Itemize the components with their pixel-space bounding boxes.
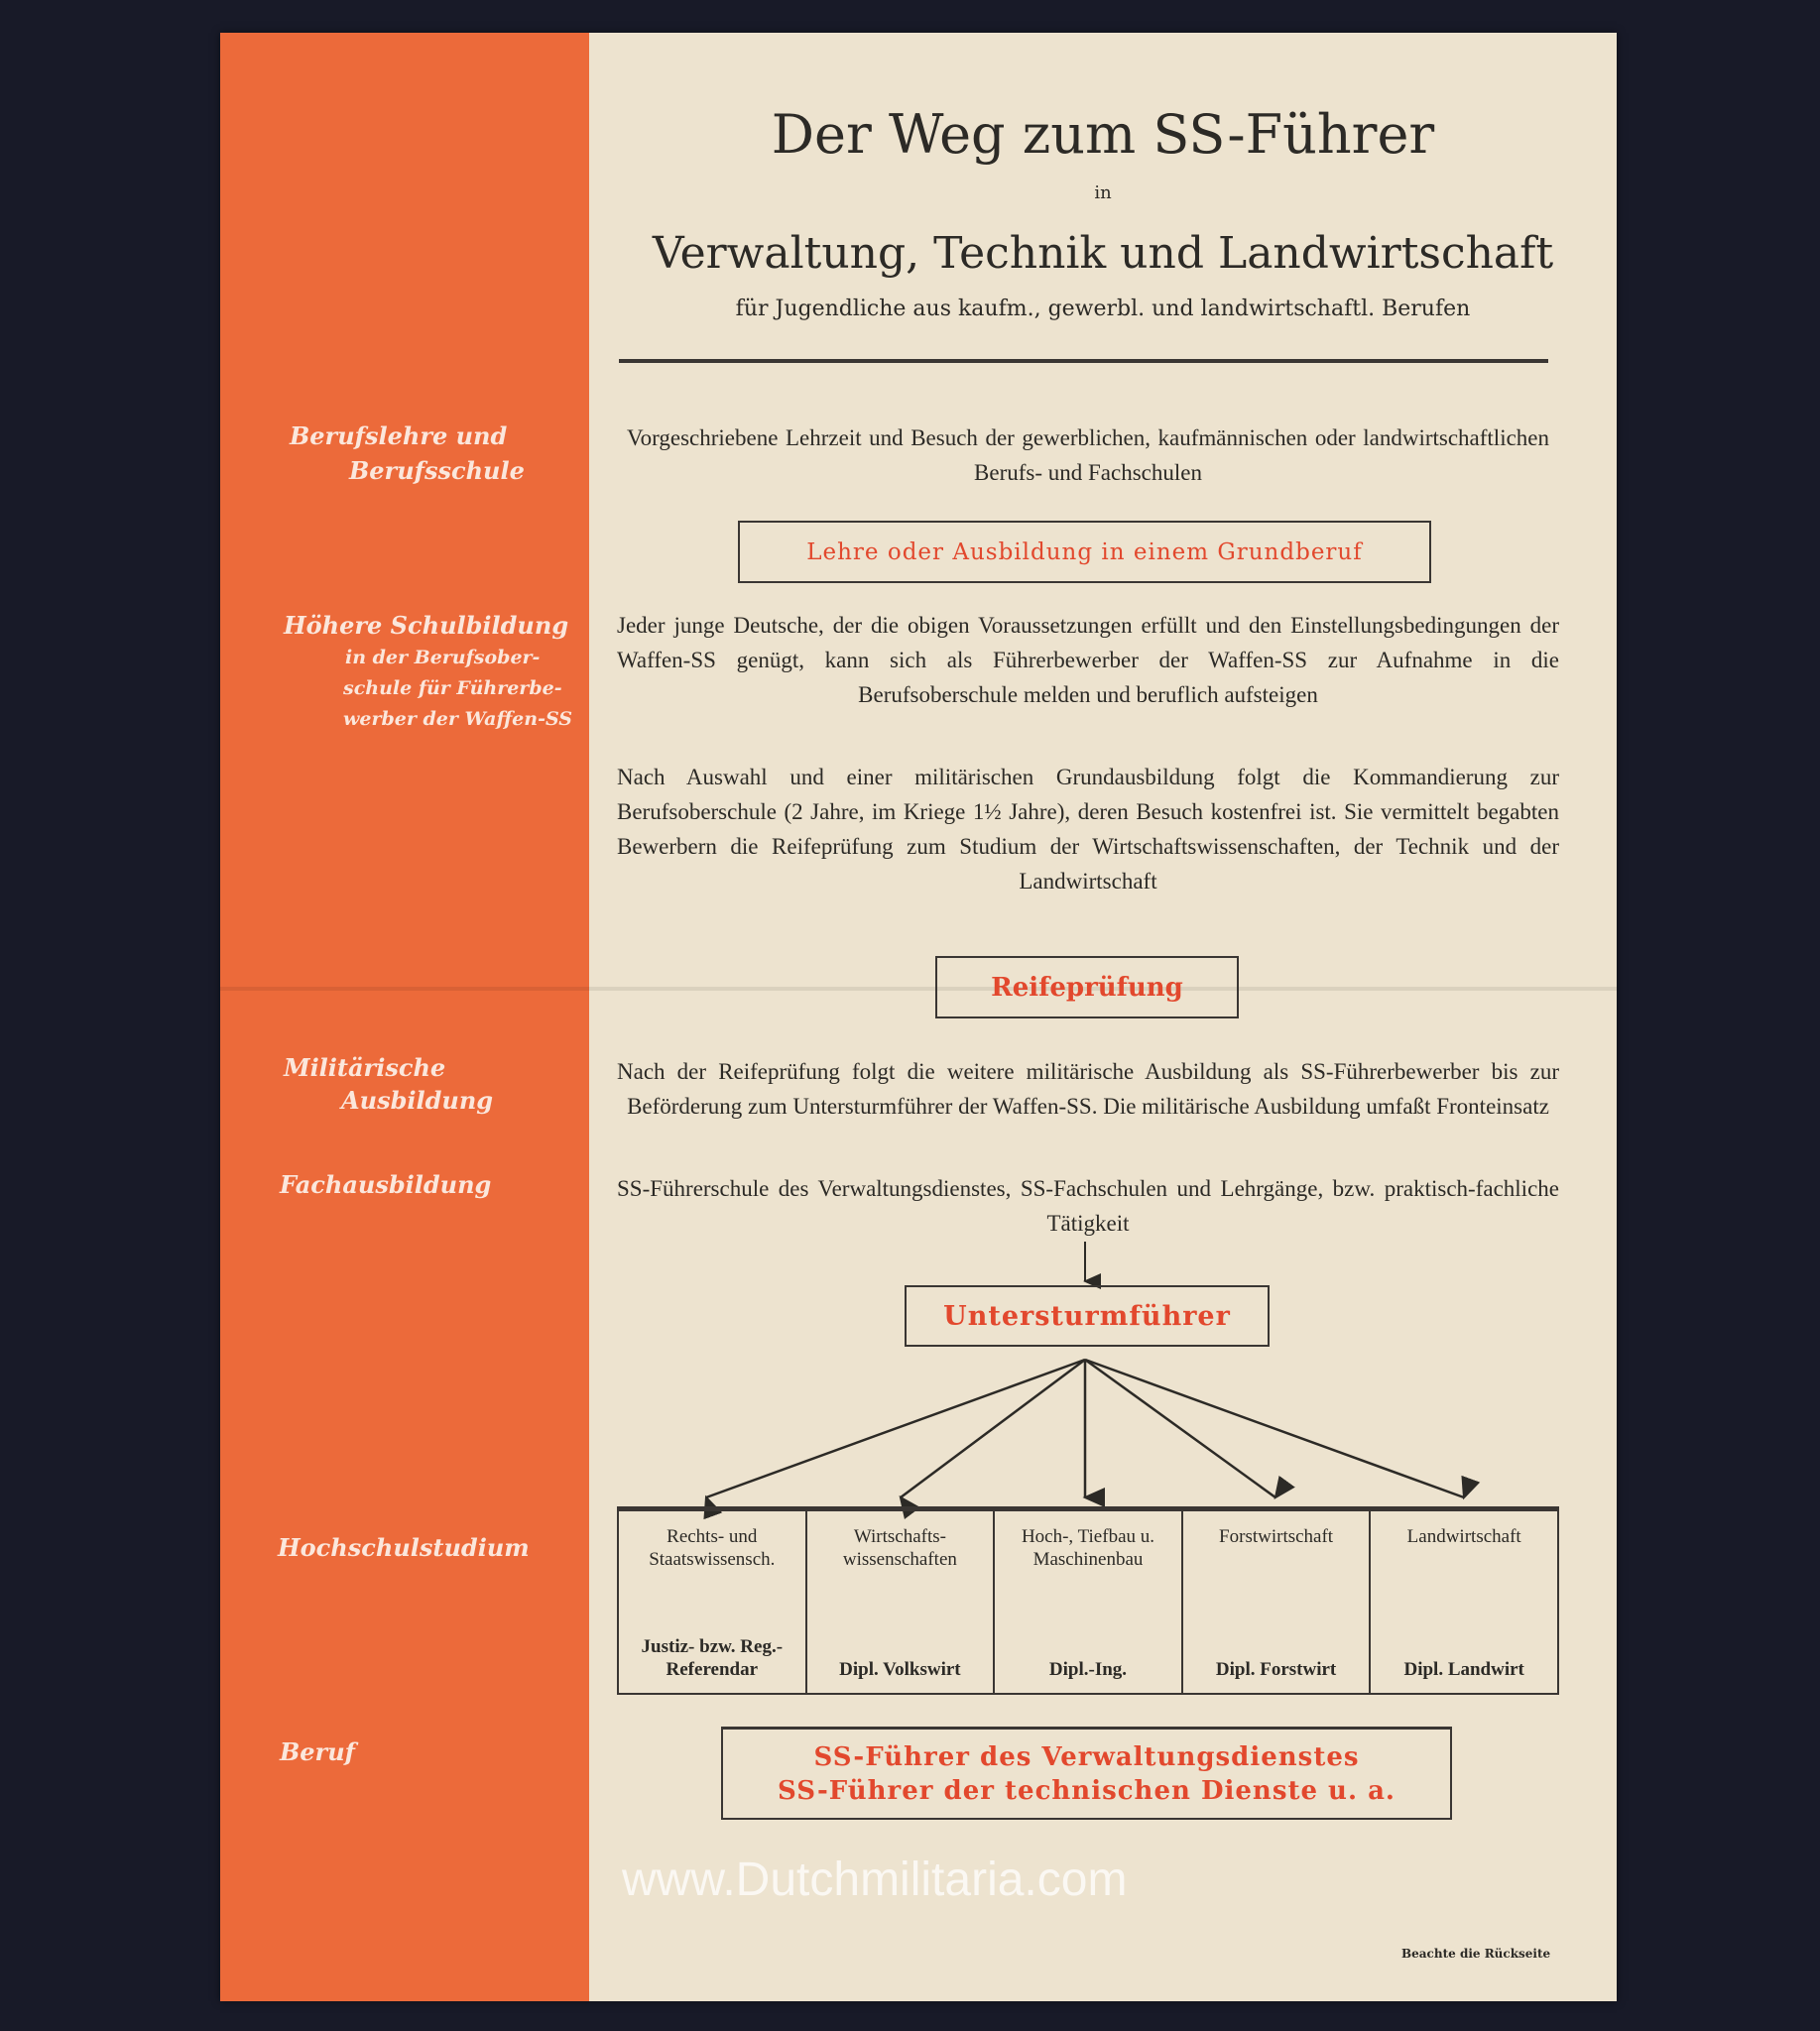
label-militaerische: Militärische [284,1053,446,1082]
footnote: Beachte die Rückseite [1401,1947,1551,1961]
label-hoehere-schulbildung: Höhere Schulbildung [284,611,569,640]
study-field: Wirtschafts- wissenschaften [842,1526,957,1570]
box-grundberuf-text: Lehre oder Ausbildung in einem Grundberuf [806,538,1363,565]
label-hoehere-2: in der Berufsober- [345,647,541,668]
paragraph-lehrzeit: Vorgeschriebene Lehrzeit und Besuch der gewerblichen, kaufmännischen oder landwirtschaftlichen Berufs- und Fachschulen [627,425,1549,485]
study-degree: Dipl. Volkswirt [839,1659,961,1680]
subtitle: Verwaltung, Technik und Landwirtschaft [652,228,1554,279]
label-hochschulstudium: Hochschulstudium [278,1533,530,1562]
audience: für Jugendliche aus kaufm., gewerbl. und landwirtschaftl. Berufen [735,297,1471,321]
paragraph-bewerbung: Jeder junge Deutsche, der die obigen Voraussetzungen erfüllt und den Einstellungsbedingungen der Waffen-SS genügt, kann sich als Führerbewerber der Waffen-SS zur Aufnahme in die Berufsoberschule melden und beruflich aufsteigen [617,613,1559,707]
study-column [1370,1510,1558,1694]
box-untersturmfuehrer [905,1285,1270,1347]
label-beruf: Beruf [280,1737,355,1766]
arrow-icon [901,1360,1085,1497]
studies-table [617,1506,1559,1695]
label-ausbildung: Ausbildung [341,1086,494,1115]
study-degree: Dipl. Forstwirt [1215,1659,1337,1680]
study-column [994,1510,1182,1694]
box-beruf [721,1727,1452,1820]
paragraph-fachausbildung: SS-Führerschule des Verwaltungsdienstes, SS-Fachschulen und Lehrgänge, bzw. praktisch-fachliche Tätigkeit [617,1176,1559,1236]
final-line-2: SS-Führer der technischen Dienste u. a. [778,1775,1395,1806]
paragraph-berufsoberschule: Nach Auswahl und einer militärischen Grundausbildung folgt die Kommandierung zur Berufsoberschule (2 Jahre, im Kriege 1½ Jahre), deren Besuch kostenfrei ist. Sie vermittelt begabten Bewerbern die Reifeprüfung zum Studium der Wirtschaftswissenschaften, der Technik und der Landwirtschaft [617,765,1559,894]
study-field: Landwirtschaft [1406,1526,1521,1547]
study-field: Rechts- und Staatswissensch. [649,1526,776,1570]
page-title: Der Weg zum SS-Führer [771,103,1435,166]
study-degree: Dipl. Landwirt [1403,1659,1524,1680]
box-reifepruefung-text: Reifeprüfung [991,972,1183,1003]
watermark: www.Dutchmilitaria.com [622,1853,1128,1906]
label-berufsschule: Berufsschule [349,456,525,485]
paragraph-militaer: Nach der Reifeprüfung folgt die weitere militärische Ausbildung als SS-Führerbewerber bis zur Beförderung zum Untersturmführer der Waffen-SS. Die militärische Ausbildung umfaßt Fronteinsatz [617,1059,1559,1119]
study-column [806,1510,995,1694]
box-untersturmfuehrer-text: Untersturmführer [943,1300,1231,1332]
arrow-icon [1085,1360,1275,1497]
study-field: Forstwirtschaft [1219,1526,1334,1547]
study-column [1182,1510,1371,1694]
label-hoehere-3: schule für Führerbe- [343,677,562,699]
label-berufslehre: Berufslehre und [290,421,508,450]
arrow-icon [706,1360,1085,1497]
study-field: Hoch-, Tiefbau u. Maschinenbau [1021,1526,1155,1570]
label-fachausbildung: Fachausbildung [280,1170,492,1199]
label-hoehere-4: werber der Waffen-SS [343,708,572,730]
study-degree: Dipl.-Ing. [1048,1659,1128,1680]
study-degree: Justiz- bzw. Reg.-Referendar [641,1636,784,1680]
study-column [618,1510,806,1694]
arrow-icon [1085,1360,1464,1497]
final-line-1: SS-Führer des Verwaltungsdienstes [813,1741,1360,1772]
title-in: in [1094,182,1112,203]
